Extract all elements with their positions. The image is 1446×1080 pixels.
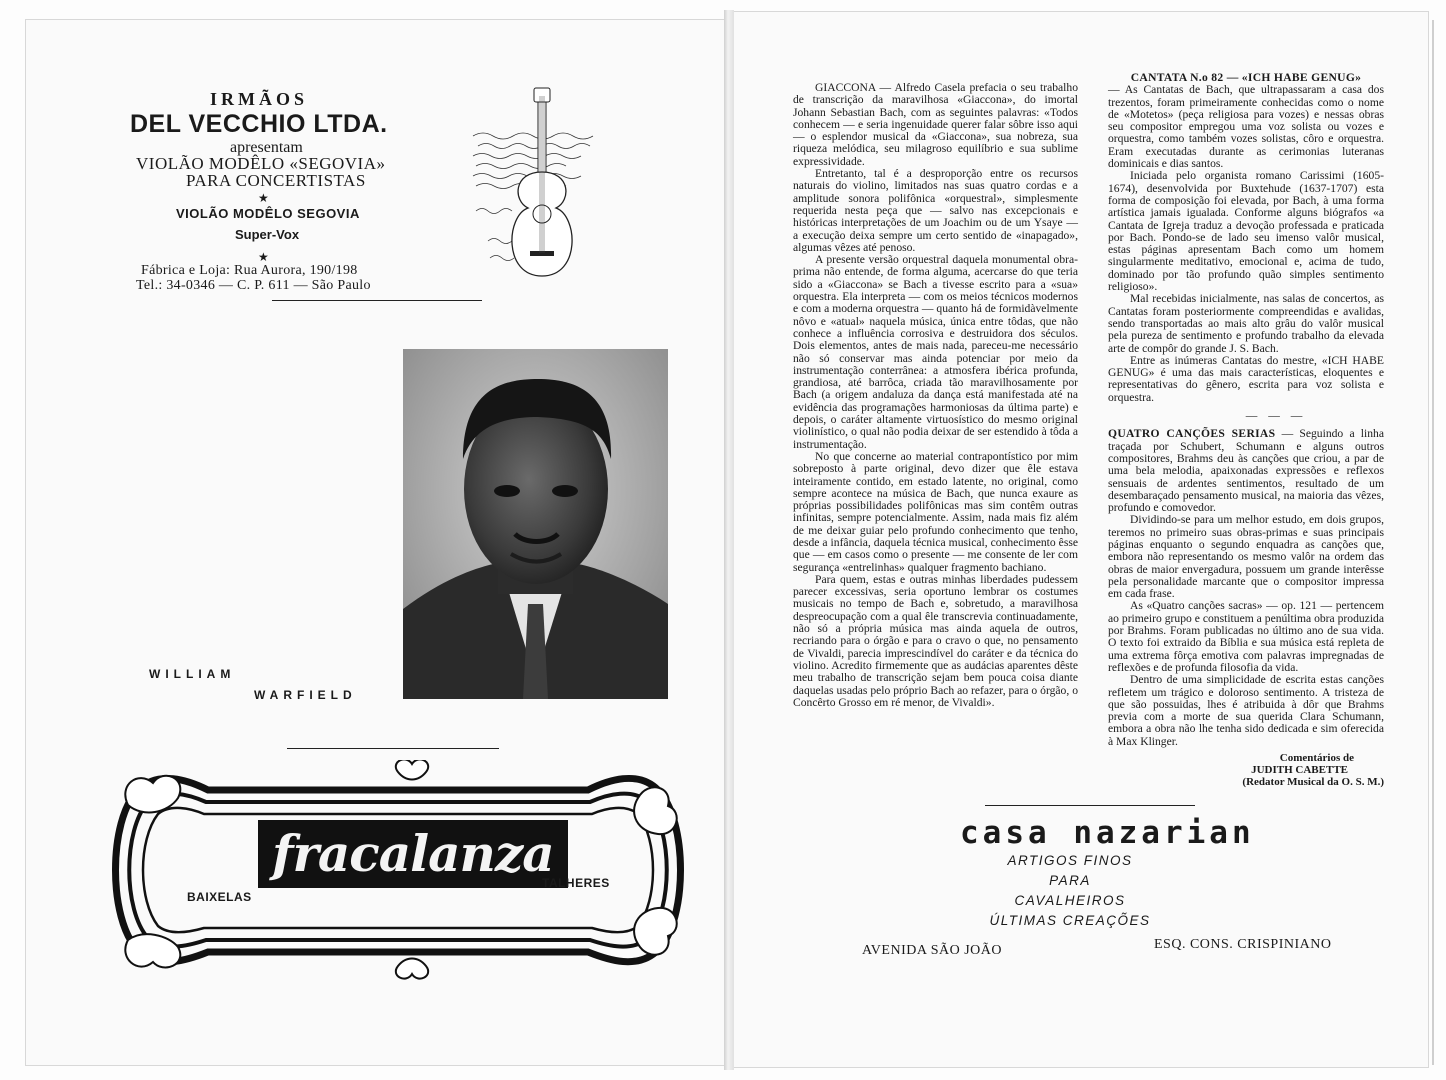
paragraph: Dividindo-se para um melhor estudo, em dois grupos, teremos no primeiro suas obras-primas e suas principais páginas enquanto o segundo enquadra as canções que, embora não representando os mesmo valôr na ordem das obras de maior envergadura, possuem um grande interêsse pela personalidade marcante que o compositor impressa em cada frase.	[1108, 513, 1384, 601]
paragraph: As «Quatro canções sacras» — op. 121 — pertencem ao primeiro grupo e constituem a penúltima obra produzida por Brahms. Foram publicadas no último ano de sua vida. O texto foi extraido da Bíblia e sua música está repleta de uma extrema fôrça emotiva com palavras impregnadas de reflexões e de profunda filosofia da vida.	[1108, 599, 1384, 674]
ad-line1: VIOLÃO MODÊLO «SEGOVIA»	[136, 154, 386, 173]
guitar-illustration-icon	[468, 86, 618, 281]
paragraph: Iniciada pelo organista romano Carissimi (1605-1674), desenvolvida por Buxtehude (1637-1707) esta forma de composição foi elevada, por Bach, à uma forma artística jamais igualada. Conforme alguns biógrafos «a Cantata de Igreja traduz a devoção professada e praticada por Bach. Pondo-se de lado seu imenso valôr musical, estas páginas apresentam Bach como um homem singularmente meditativo, emocional e, acima de tudo, dominado por tão profundo quão simples sentimento religioso».	[1108, 169, 1384, 294]
ad-apresentam: apresentam	[230, 139, 303, 156]
paragraph: No que concerne ao material contrapontístico por mim sobreposto à parte original, devo dizer que êle estava inteiramente contido, em estado latente, no original, como sempre acontece na música de Bach, que nunca exaure as próprias possibilidades polifônicas mas sim contêm outras infinitas, sempre potencialmente. Assim, nada mais fiz além de me deixar guiar pelo profundo conhecimento que tenho, desde a infância, daquela técnica musical, conhecimento êsse que — em casos como o presente — me consente de ler com segurança «entrelinhas» qualquer fragmento bachiano.	[793, 449, 1078, 574]
ad-line: ÚLTIMAS CREAÇÕES	[989, 913, 1151, 928]
section-heading-cantata: CANTATA N.o 82 — «ICH HABE GENUG»	[1130, 71, 1362, 84]
ad-talheres: TALHERES	[542, 876, 610, 890]
paragraph: Entretanto, tal é a desproporção entre os recursos naturais do violino, limitados nas suas quatro cordas e a amplitude sonora polifônica «orquestral», simplesmente requerida nesta peça que — salvo nas excepcionais e históricas interpretações de um Joachim ou de um Ysaye — a execução deixa sempre um certo sentido de «inapagado», algumas vêzes até penoso.	[793, 167, 1078, 254]
paragraph: Dentro de uma simplicidade de escrita estas canções refletem um trágico e doloroso sentimento. A tristeza de que são possuidas, lhes é atribuida à dôr que Brahms previa com a morte de sua querida Clara Schumann, embora a obra não lhe tenha sido dedicada e sim oferecida à Max Klinger.	[1108, 673, 1384, 748]
ad-avenida: AVENIDA SÃO JOÃO	[862, 943, 1002, 958]
paragraph: A presente versão orquestral daquela monumental obra-prima não entende, de forma alguma, acercarse do que teria sido a «Giaccona» se Bach a tivesse escrito para a «sua» orquestra. Ela interpreta — com os meios técnicos modernos e com a moderna orquestra — quanto há de formidàvelmente nôvo e «atual» naquela música, única entre tôdas, que não conhece a influência corrosiva e destruidora dos séculos. Dois elementos, antes de mais nada, pareceu-me necessário não só conservar mas ainda potenciar por meio da instrumentação conterrânea: a atmosfera ibérica profunda, grandiosa, até barrôca, criada tão maravilhosamente por Bach (a origem andaluza da dança está manifestada até na evidência das programações harmoniosas da última parte) e depois, o caráter altamente virtuosístico do mesmo original violinístico, o qual não podia deixar de ser estendido à tôda a instrumentação.	[793, 253, 1078, 451]
article-giaccona	[793, 82, 1078, 709]
artist-last-name: WARFIELD	[254, 688, 357, 702]
divider	[287, 748, 499, 749]
section-heading-cancoes: QUATRO CANÇÕES SERIAS	[1108, 427, 1276, 441]
ad-line: ARTIGOS FINOS	[1007, 853, 1133, 868]
ad-esquina: ESQ. CONS. CRISPINIANO	[1154, 937, 1332, 952]
ad-line: CAVALHEIROS	[1014, 893, 1126, 908]
fracalanza-logo: fracalanza	[258, 820, 568, 888]
ad-model: VIOLÃO MODÊLO SEGOVIA	[176, 206, 360, 221]
credits	[1108, 752, 1384, 788]
paragraph: GIACCONA — Alfredo Casela prefacia o seu trabalho de transcrição da maravilhosa «Giaccona», do imortal Johann Sebastian Bach, com as seguintes palavras: «Todos conhecem — e seria ingenuidade querer falar sôbre isso aqui — o esplendor musical da «Giaccona», sua nobreza, sua riqueza melódica, seu milagroso equilíbrio e sua sublime expressividade.	[793, 81, 1078, 168]
paragraph: Para quem, estas e outras minhas liberdades pudessem parecer excessivas, seria oportuno lembrar os costumes musicais no tempo de Bach e, sobretudo, a maravilhosa despreocupação com a qual êle transcrevia continuadamente, não só a própria música mas ainda aquela de outros, recriando para o órgão e para o cravo o que, no pensamento de Vivaldi, parecia imprescindível do caráter e da técnica do violino. Acredito firmemente que as audácias aparentes dêste meu trabalho de transcrição sejam bem pouca coisa diante daquelas usadas pelo próprio Bach ao refazer, para o órgão, o Concêrto Grosso em ré menor, de Vivaldi».	[793, 572, 1078, 709]
star-icon: ★	[258, 191, 269, 205]
ad-line: PARA	[1049, 873, 1091, 888]
ad-line2: PARA CONCERTISTAS	[186, 171, 366, 190]
portrait-photo	[403, 349, 668, 699]
section-separator: — — —	[1245, 409, 1307, 423]
star-icon: ★	[258, 250, 269, 264]
article-cantata-cancoes	[1108, 72, 1384, 788]
nazarian-logo: casa nazarian	[960, 815, 1255, 851]
credits-author: JUDITH CABETTE	[1251, 764, 1348, 777]
credits-line1: Comentários de	[1279, 752, 1354, 765]
divider	[272, 300, 482, 301]
book-gutter	[724, 10, 734, 1070]
paragraph: Mal recebidas inicialmente, nas salas de concertos, as Cantatas foram posteriormente compreendidas e avalidas, sendo transportadas ao mais alto grâu do valôr musical pela pureza de sentimento e profundo trabalho da elevada arte de compôr do grande J. S. Bach.	[1108, 292, 1384, 355]
divider	[985, 805, 1195, 806]
credits-role: (Redator Musical da O. S. M.)	[1242, 776, 1384, 789]
paragraph: Entre as inúmeras Cantatas do mestre, «ICH HABE GENUG» é uma das mais características, eloquentes e representativas do gênero, escrita para voz solista e orquestra.	[1108, 353, 1384, 404]
ad-baixelas: BAIXELAS	[187, 890, 252, 904]
ad-irmaos: IRMÃOS	[210, 89, 309, 109]
ad-company-name: DEL VECCHIO LTDA.	[130, 110, 388, 138]
paragraph: — As Cantatas de Bach, que ultrapassaram a casa dos trezentos, foram primeiramente conhecidas como o nome de «Motetos» (peça religiosa para vozes) e nessas obras seu compositor empregou uma voz solista ou vozes e orquestra, como também vozes solistas, côro e orquestra. Eram executadas durante as cerimonias luteranas dominicais e dias santos.	[1108, 83, 1384, 171]
artist-first-name: WILLIAM	[149, 667, 236, 681]
ad-address: Fábrica e Loja: Rua Aurora, 190/198	[141, 263, 358, 278]
ad-supervox: Super-Vox	[235, 227, 300, 242]
ad-phone: Tel.: 34-0346 — C. P. 611 — São Paulo	[136, 278, 371, 293]
paragraph: — Seguindo a linha traçada por Schubert, Schumann e alguns outros compositores, Brahms deu às canções que criou, a par de uma bela melodia, apaixonadas expressões e reflexos sensuais de ardentes sentimentos, resultado de um desembaraçado pensamento musical, na maioria das vêzes, profundo e comovedor.	[1108, 427, 1384, 515]
